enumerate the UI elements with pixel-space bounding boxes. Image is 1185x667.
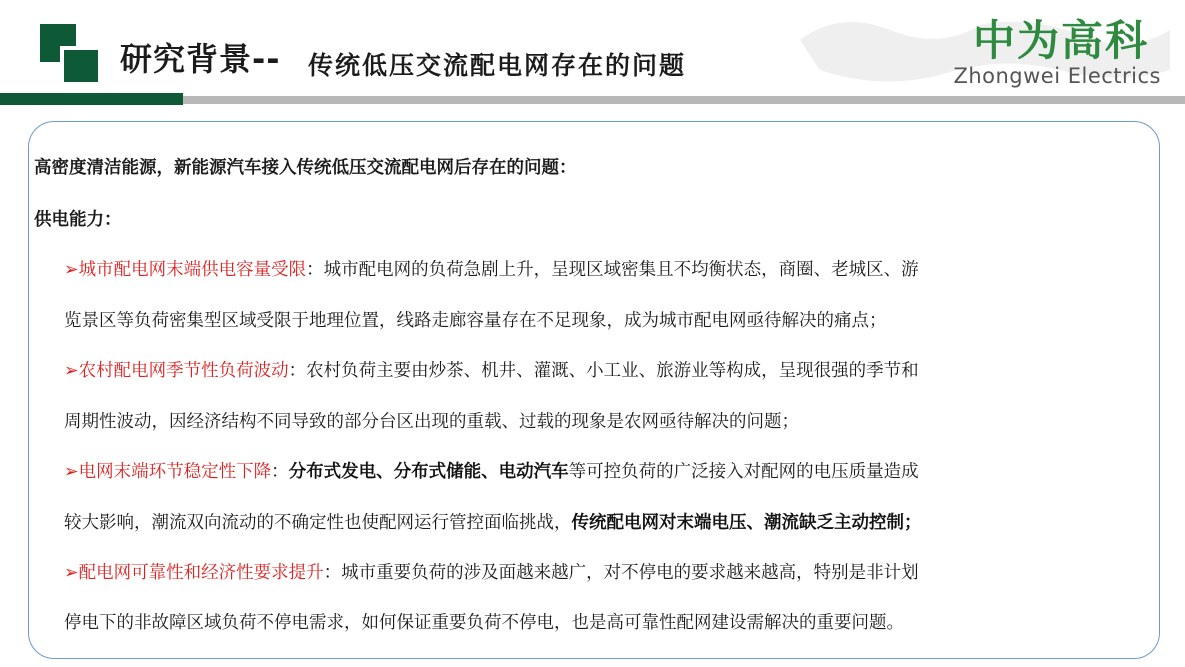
bullet-arrow-icon: ➢	[64, 462, 79, 482]
item-heading: 农村配电网季节性负荷波动	[78, 361, 289, 381]
item-text: 较大影响，潮流双向流动的不确定性也使配网运行管控面临挑战，	[64, 513, 572, 533]
item-text: 城市配电网的负荷急剧上升，呈现区域密集且不均衡状态，商圈、老城区、游	[323, 260, 919, 280]
company-logo-mark	[40, 24, 98, 82]
item-heading: 城市配电网末端供电容量受限	[78, 260, 307, 280]
page-subtitle: 传统低压交流配电网存在的问题	[308, 51, 687, 80]
list-item-continued: 览景区等负荷密集型区域受限于地理位置，线路走廊容量存在不足现象，成为城市配电网亟待解决的痛点；	[64, 311, 887, 331]
list-item-continued: 周期性波动，因经济结构不同导致的部分台区出现的重载、过载的现象是农网亟待解决的问题；	[64, 412, 799, 432]
bullet-arrow-icon: ➢	[64, 361, 79, 381]
item-heading: 电网末端环节稳定性下降	[78, 462, 272, 482]
item-text: 城市重要负荷的涉及面越来越广，对不停电的要求越来越高，特别是非计划	[341, 563, 919, 583]
section-heading: 供电能力：	[34, 210, 122, 230]
item-bold-text: 分布式发电、分布式储能、电动汽车	[288, 462, 569, 482]
page-title: 研究背景--	[120, 40, 281, 78]
header-divider	[183, 96, 1185, 104]
header-accent-bar	[0, 93, 183, 105]
brand-name-cn: 中为高科	[972, 16, 1149, 65]
item-colon: ：	[271, 462, 289, 482]
item-bold-text: 传统配电网对末端电压、潮流缺乏主动控制；	[571, 513, 922, 533]
item-colon: ：	[306, 260, 324, 280]
list-item	[64, 256, 919, 281]
bullet-arrow-icon: ➢	[64, 563, 79, 583]
list-item	[64, 357, 919, 382]
intro-text: 高密度清洁能源，新能源汽车接入传统低压交流配电网后存在的问题：	[34, 158, 577, 178]
item-colon: ：	[288, 361, 307, 381]
item-text: 等可控负荷的广泛接入对配网的电压质量造成	[568, 462, 919, 482]
item-text: 农村负荷主要由炒茶、机井、灌溉、小工业、旅游业等构成，呈现很强的季节和	[306, 361, 919, 381]
list-item	[64, 458, 919, 483]
list-item	[64, 559, 919, 584]
bullet-arrow-icon: ➢	[64, 260, 79, 280]
list-item-continued	[64, 509, 922, 534]
list-item-continued: 停电下的非故障区域负荷不停电需求，如何保证重要负荷不停电，也是高可靠性配网建设需解决的重要问题。	[64, 613, 904, 633]
item-colon: ：	[323, 563, 342, 583]
brand-name-en: Zhongwei Electrics	[953, 64, 1161, 88]
item-heading: 配电网可靠性和经济性要求提升	[78, 563, 324, 583]
